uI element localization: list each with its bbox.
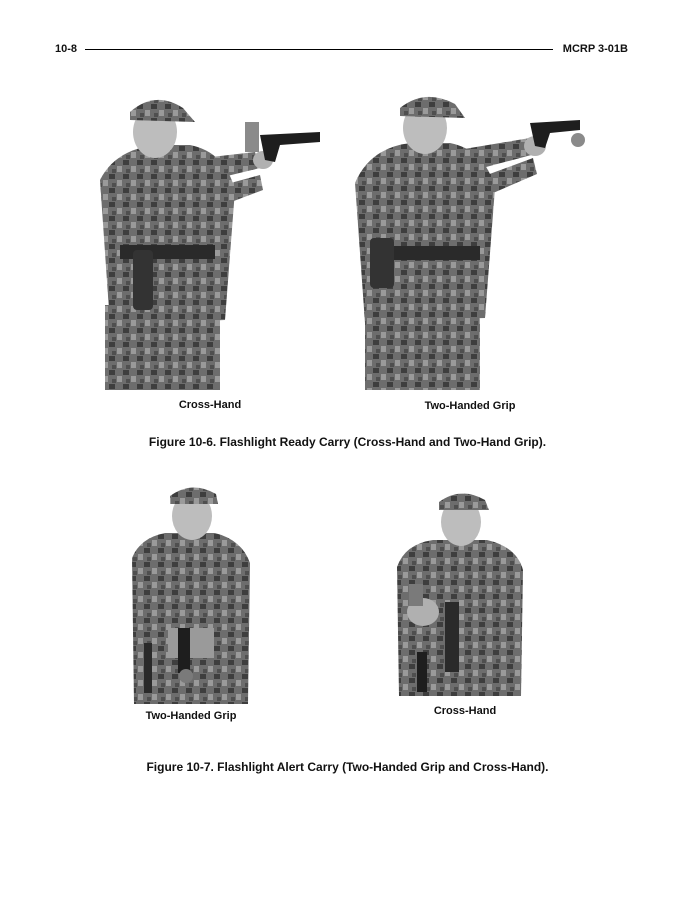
figure-10-7-left-label: Two-Handed Grip — [145, 710, 237, 722]
soldier-illustration — [130, 478, 252, 704]
page-header — [55, 43, 628, 57]
figure-10-6-left-label: Cross-Hand — [178, 399, 242, 411]
soldier-illustration — [395, 482, 525, 696]
photo-alert-carry-cross-hand — [395, 482, 525, 696]
photo-alert-carry-two-handed — [130, 478, 252, 704]
publication-id: MCRP 3-01B — [559, 43, 628, 55]
figure-10-6-right-label: Two-Handed Grip — [424, 400, 516, 412]
soldier-illustration — [95, 90, 325, 390]
figure-10-6-caption: Figure 10-6. Flashlight Ready Carry (Cross-Hand and Two-Hand Grip). — [148, 435, 547, 449]
header-rule — [85, 49, 553, 50]
soldier-illustration — [345, 88, 590, 390]
photo-ready-carry-cross-hand — [95, 90, 325, 390]
page-number: 10-8 — [55, 43, 81, 55]
photo-ready-carry-two-handed — [345, 88, 590, 390]
figure-10-7-right-label: Cross-Hand — [433, 705, 497, 717]
figure-10-7-caption: Figure 10-7. Flashlight Alert Carry (Two-Handed Grip and Cross-Hand). — [146, 760, 549, 774]
